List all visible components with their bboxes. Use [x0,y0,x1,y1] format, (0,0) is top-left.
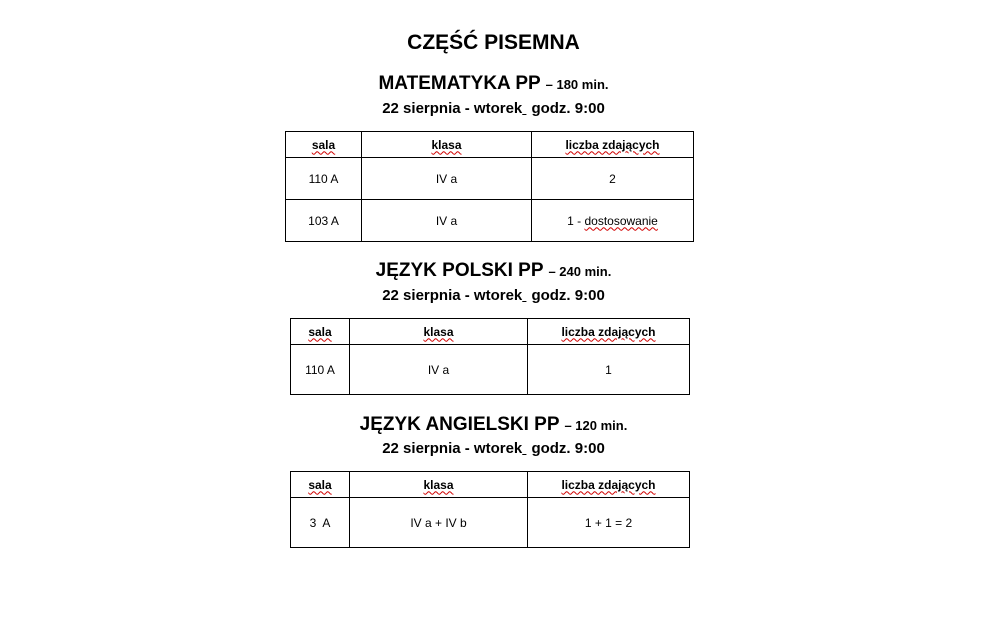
header-count: liczba zdających [528,472,690,498]
header-room: sala [286,132,362,158]
table-row [286,200,694,242]
header-count: liczba zdających [532,132,694,158]
table-header-row [286,132,694,158]
exam-subject-heading [0,73,987,95]
cell-room: 103 A [286,200,362,242]
exam-time: godz. 9:00 [531,287,605,304]
exam-date-line [0,287,987,304]
cell-count: 1 + 1 = 2 [528,498,690,548]
cell-room: 3 A [291,498,350,548]
exam-date: 22 sierpnia - wtorek [382,100,523,117]
header-class: klasa [362,132,532,158]
exam-date-line [0,440,987,457]
cell-count: 1 [528,345,690,395]
exam-table-math [285,131,694,242]
cell-class: IV a [362,200,532,242]
exam-date: 22 sierpnia - wtorek [382,287,523,304]
exam-duration: – 120 min. [564,418,628,433]
header-count: liczba zdających [528,319,690,345]
table-row [286,158,694,200]
exam-subject-name: MATEMATYKA PP [378,73,541,94]
exam-duration: – 240 min. [548,264,612,279]
page-title: CZĘŚĆ PISEMNA [407,31,580,54]
cell-count: 1 - dostosowanie [532,200,694,242]
exam-time: godz. 9:00 [531,100,605,117]
header-room: sala [291,472,350,498]
header-class: klasa [350,472,528,498]
cell-count: 2 [532,158,694,200]
header-class: klasa [350,319,528,345]
cell-room: 110 A [286,158,362,200]
cell-class: IV a [350,345,528,395]
exam-table-polish [290,318,690,395]
table-row [291,498,690,548]
exam-time: godz. 9:00 [531,440,605,457]
exam-subject-name: JĘZYK POLSKI PP [375,260,544,281]
exam-duration: – 180 min. [545,77,609,92]
exam-subject-name: JĘZYK ANGIELSKI PP [359,414,560,435]
cell-class: IV a [362,158,532,200]
exam-table-english [290,471,690,548]
cell-room: 110 A [291,345,350,395]
header-room: sala [291,319,350,345]
table-header-row [291,319,690,345]
table-header-row [291,472,690,498]
exam-subject-heading [0,260,987,282]
exam-date: 22 sierpnia - wtorek [382,440,523,457]
table-row [291,345,690,395]
exam-date-line [0,100,987,117]
cell-count-note: dostosowanie [584,213,658,228]
exam-subject-heading [0,414,987,436]
cell-class: IV a + IV b [350,498,528,548]
